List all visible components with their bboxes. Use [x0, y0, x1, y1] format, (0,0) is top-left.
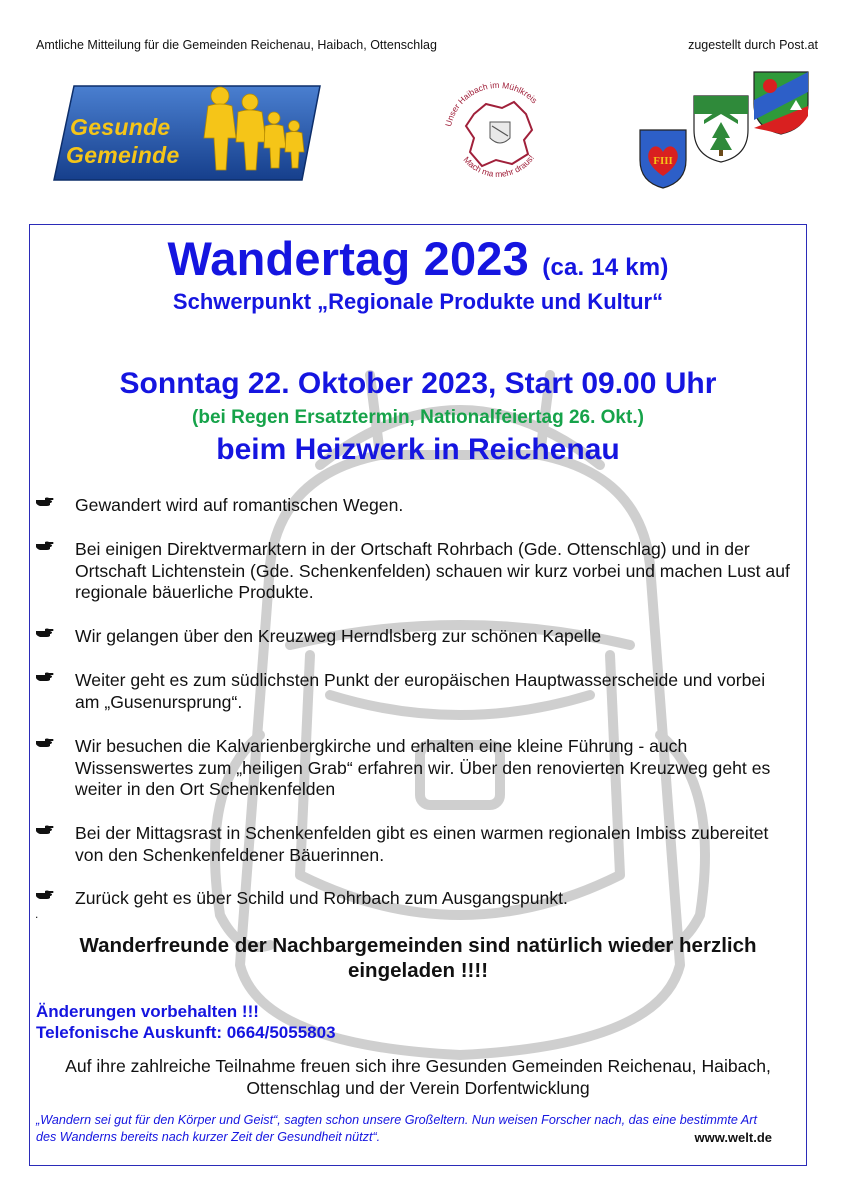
- list-item-text: Weiter geht es zum südlichsten Punkt der europäischen Hauptwasserscheide und vorbei am „Gusenursprung“.: [75, 670, 766, 712]
- event-distance: (ca. 14 km): [542, 254, 669, 281]
- changes-reserved: Änderungen vorbehalten !!!: [36, 1002, 259, 1021]
- list-item-text: Wir besuchen die Kalvarienbergkirche und erhalten eine kleine Führung - auch Wissenswertes zum „heiligen Grab“ erfahren wir. Über den renovierten Kreuzweg geht es weiter in den Ort Schenkenfelden: [75, 736, 771, 799]
- ottenschlag-coat-of-arms-icon: [752, 70, 810, 136]
- haibach-map-icon: [436, 74, 560, 198]
- pointing-hand-icon: [36, 823, 54, 837]
- list-item-text: Zurück geht es über Schild und Rohrbach zum Ausgangspunkt.: [75, 888, 568, 908]
- health-quote: „Wandern sei gut für den Körper und Geist“, sagten schon unsere Großeltern. Nun weisen Forscher nach, das eine bestimmte Art des Wanderns bereits nach kurzer Zeit der Gesundheit nützt“.: [36, 1113, 757, 1144]
- event-focus: Schwerpunkt „Regionale Produkte und Kultur“: [172, 289, 664, 314]
- phone-info: Telefonische Auskunft: 0664/5055803: [36, 1023, 336, 1042]
- haibach-coat-of-arms-icon: [692, 94, 750, 164]
- announcement-frame: [29, 224, 807, 1166]
- pointing-hand-icon: [36, 670, 54, 684]
- delivery-note: zugestellt durch Post.at: [688, 38, 818, 52]
- haibach-seal-logo: [436, 74, 560, 198]
- event-date: Sonntag 22. Oktober 2023, Start 09.00 Uhr: [119, 367, 717, 400]
- list-item-text: Wir gelangen über den Kreuzweg Herndlsberg zur schönen Kapelle: [75, 626, 602, 646]
- stray-dot: .: [35, 907, 39, 921]
- thanks-text: Auf ihre zahlreiche Teilnahme freuen sich ihre Gesunden Gemeinden Reichenau, Haibach, Ottenschlag und der Verein Dorfentwicklung: [65, 1056, 771, 1098]
- list-item-text: Bei der Mittagsrast in Schenkenfelden gibt es einen warmen regionalen Imbiss zubereitet von den Schenkenfeldener Bäuerinnen.: [75, 823, 769, 865]
- event-location: beim Heizwerk in Reichenau: [216, 433, 620, 466]
- rain-date-note: (bei Regen Ersatztermin, Nationalfeiertag 26. Okt.): [192, 407, 644, 428]
- list-item-text: Bei einigen Direktvermarktern in der Ortschaft Rohrbach (Gde. Ottenschlag) und in der Ortschaft Lichtenstein (Gde. Schenkenfelden) schauen wir kurz vorbei und machen Lust auf regionale bäuerliche Produkte.: [75, 539, 790, 602]
- event-title: [30, 231, 806, 286]
- quote-source: www.welt.de: [694, 1130, 772, 1145]
- pointing-hand-icon: [36, 888, 54, 902]
- reichenau-coa-label: FIII: [653, 155, 673, 167]
- invitation-text: Wanderfreunde der Nachbargemeinden sind natürlich wieder herzlich eingeladen !!!!: [79, 934, 757, 982]
- gesunde-gemeinde-logo: [52, 80, 322, 184]
- event-title-text: Wandertag 2023: [167, 232, 529, 285]
- pointing-hand-icon: [36, 626, 54, 640]
- pointing-hand-icon: [36, 539, 54, 553]
- list-item-text: Gewandert wird auf romantischen Wegen.: [75, 495, 404, 515]
- pointing-hand-icon: [36, 495, 54, 509]
- gesunde-logo-text: Gesunde: [70, 114, 171, 140]
- reichenau-coat-of-arms-icon: [638, 128, 688, 190]
- seal-bottom-text: Mach ma mehr draus!: [461, 152, 537, 179]
- pointing-hand-icon: [36, 736, 54, 750]
- seal-top-text: Unser Haibach im Mühlkreis: [442, 79, 540, 128]
- official-notice: Amtliche Mitteilung für die Gemeinden Reichenau, Haibach, Ottenschlag: [36, 38, 437, 52]
- changes-notice: [36, 1001, 336, 1043]
- gemeinde-logo-text: Gemeinde: [66, 142, 180, 168]
